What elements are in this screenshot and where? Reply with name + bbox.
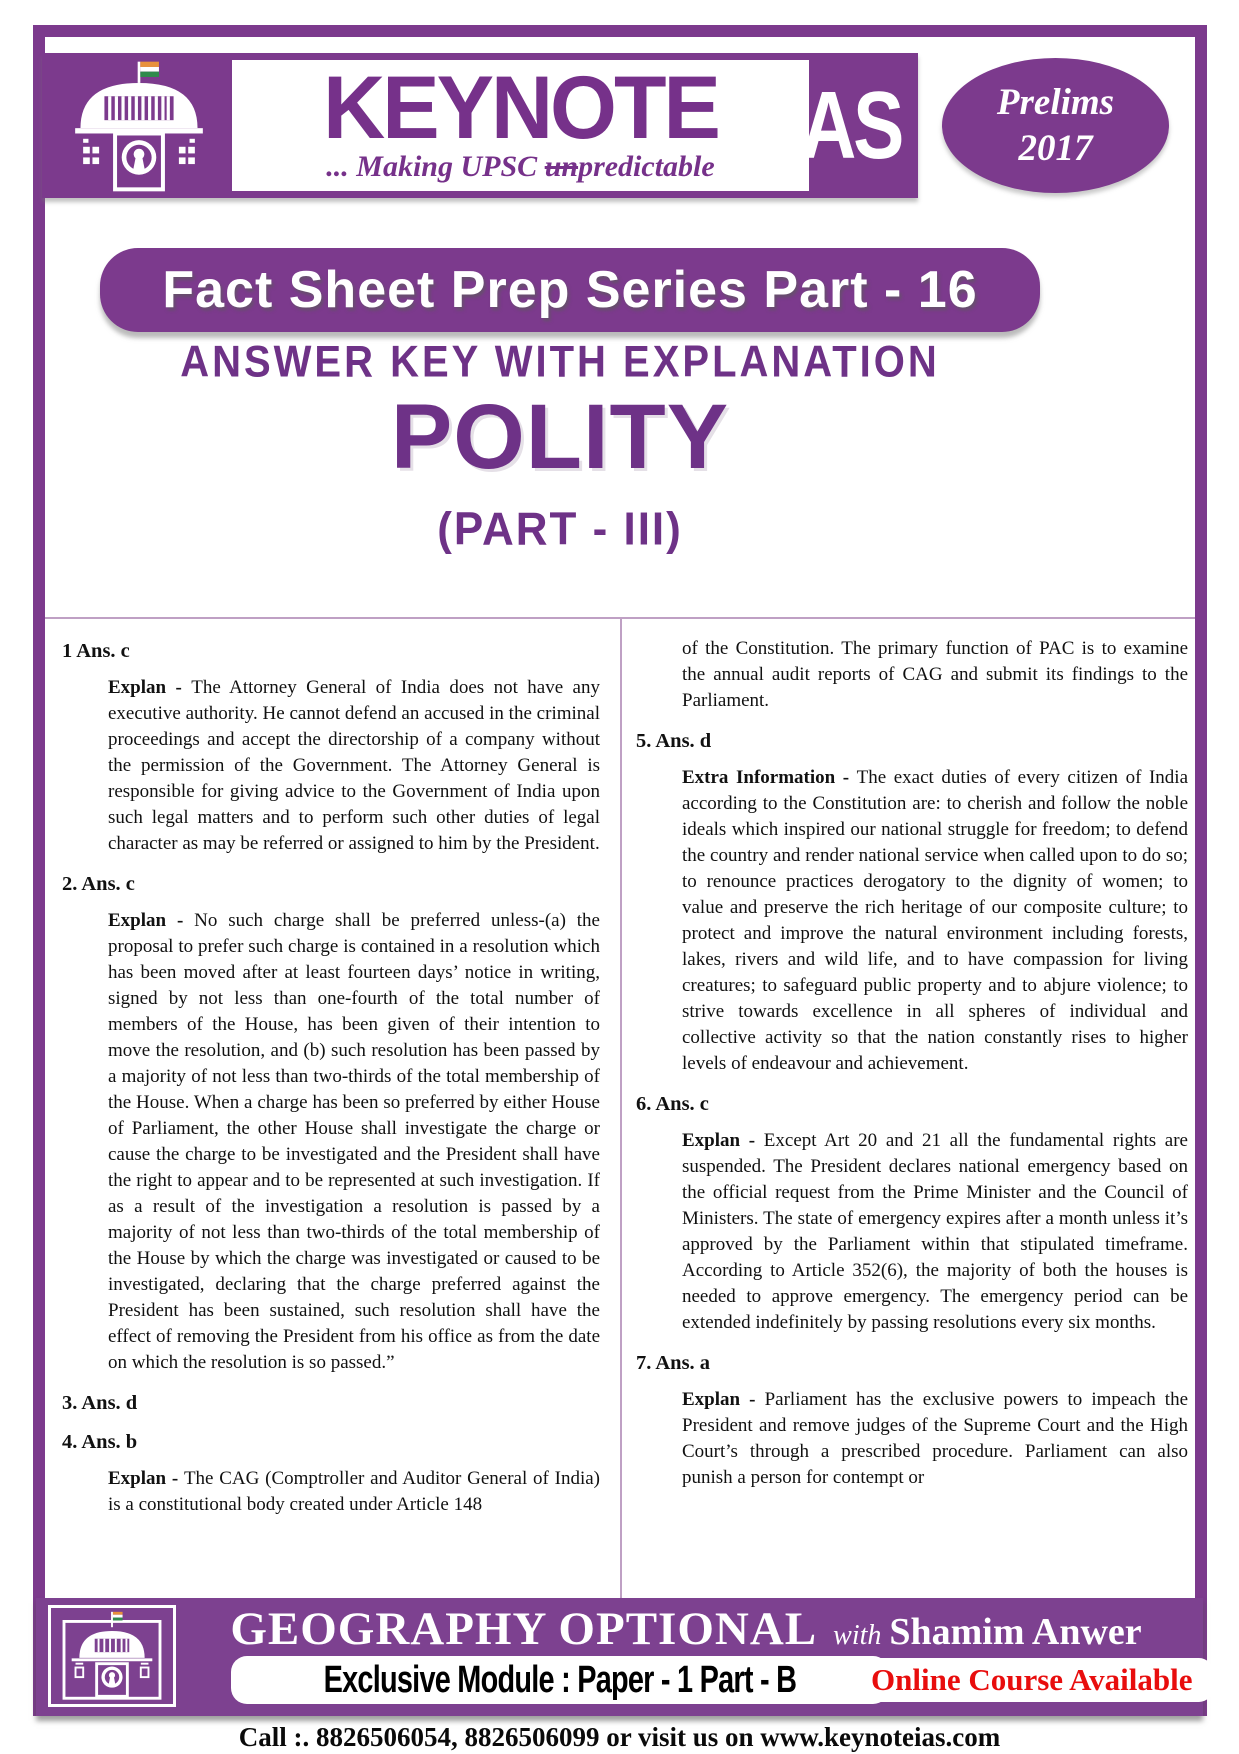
explanation-lead: Explan - xyxy=(682,1389,765,1410)
online-course-text: Online Course Available xyxy=(871,1662,1193,1697)
explanation-paragraph: Explan - The CAG (Comptroller and Auditor General of India) is a constitutional body created under Article 148 xyxy=(108,1468,600,1515)
explanation-lead: Explan - xyxy=(682,1130,764,1151)
parliament-building-icon xyxy=(50,59,228,192)
brand-band xyxy=(42,53,918,198)
explanation-paragraph: Explan - The Attorney General of India does not have any executive authority. He cannot defend an accused in the criminal proceedings and accept the directorship of a company without the permission of the Government. The Attorney General is responsible for giving advice to the Government of India upon such legal matters and to perform such other duties of legal character as may be referred or assigned to him by the President. xyxy=(108,677,600,854)
brand-wordmark-box xyxy=(232,57,809,191)
answer-label: 4. Ans. b xyxy=(62,1431,138,1453)
left-column xyxy=(62,636,600,1524)
footer-course-title-row xyxy=(186,1602,1186,1656)
part-title-row xyxy=(45,505,1075,555)
exclusive-module-pill xyxy=(231,1656,889,1704)
subtitle-row xyxy=(45,337,1075,387)
answer-label: 7. Ans. a xyxy=(636,1352,711,1374)
geography-optional-title: GEOGRAPHY OPTIONAL xyxy=(230,1603,818,1655)
exclusive-module-text: Exclusive Module : Paper - 1 Part - B xyxy=(323,1658,797,1701)
online-course-pill xyxy=(851,1658,1213,1702)
answer-label: 3. Ans. d xyxy=(62,1392,138,1414)
instructor-name: Shamim Anwer xyxy=(889,1611,1142,1653)
with-label: with xyxy=(833,1620,882,1651)
tagline-prefix: ... Making UPSC xyxy=(326,149,545,183)
explanation-lead: Extra Information - xyxy=(682,767,857,788)
answer-label: 2. Ans. c xyxy=(62,873,135,895)
tagline-struck-un: un xyxy=(544,149,579,183)
explanation-lead: Explan - xyxy=(108,1468,184,1489)
explanation-lead: Explan - xyxy=(108,677,192,698)
explanation-paragraph: of the Constitution. The primary function of PAC is to examine the annual audit reports of CAG and submit its findings to the Parliament. xyxy=(682,638,1188,711)
prelims-badge-line2: 2017 xyxy=(1018,127,1093,169)
footer-parliament-building-icon xyxy=(48,1605,176,1707)
answer-label: 1 Ans. c xyxy=(62,640,130,662)
footer-band xyxy=(36,1598,1203,1716)
series-banner-text: Fact Sheet Prep Series Part - 16 xyxy=(162,261,978,319)
answer-label: 6. Ans. c xyxy=(636,1093,709,1115)
right-column xyxy=(636,636,1188,1497)
brand-name: KEYNOTE xyxy=(323,57,718,158)
explanation-paragraph: Explan - Except Art 20 and 21 all the fundamental rights are suspended. The President declares national emergency based on the official request from the Prime Minister and the Council of Ministers. The state of emergency expires after a month unless it’s approved by the Parliament within that stipulated timeframe. According to Article 352(6), the majority of both the houses is needed to approve emergency. The emergency period can be extended indefinitely by passing resolutions every six months. xyxy=(682,1130,1188,1333)
tagline-rest: predictable xyxy=(578,149,715,183)
series-banner xyxy=(100,248,1040,332)
prelims-badge-line1: Prelims xyxy=(996,81,1115,123)
brand-ias: IAS xyxy=(782,71,902,179)
contact-line: Call :. 8826506054, 8826506099 or visit us on www.keynoteias.com xyxy=(238,1722,1001,1752)
answer-key-subtitle: ANSWER KEY WITH EXPLANATION xyxy=(180,337,940,387)
part-title: (PART - III) xyxy=(437,503,683,556)
answer-label: 5. Ans. d xyxy=(636,730,712,752)
explanation-lead: Explan - xyxy=(108,910,195,931)
prelims-badge xyxy=(942,58,1169,193)
column-divider xyxy=(620,619,622,1598)
explanation-paragraph: Explan - No such charge shall be preferred unless-(a) the proposal to prefer such charge is contained in a resolution which has been moved after at least fourteen days’ notice in writing, signed by not less than one-fourth of the total number of members of the House, has been given of their intention to move the resolution, and (b) such resolution has been passed by a majority of not less than two-thirds of the total membership of the House. When a charge has been so preferred by either House of Parliament, the other House shall investigate the charge or cause the charge to be investigated and the President shall have the right to appear and to be represented at such investigation. If as a result of the investigation a resolution is passed by a majority of not less than two-thirds of the total membership of the House by which the charge was investigated or caused to be investigated, declaring that the charge preferred against the President has been sustained, such resolution shall have the effect of removing the President from his office as from the date on which the resolution is so passed.” xyxy=(108,910,600,1373)
explanation-paragraph: Explan - Parliament has the exclusive powers to impeach the President and remove judges of the Supreme Court and the High Court’s through a prescribed procedure. Parliament can also punish a person for contempt or xyxy=(682,1389,1188,1488)
explanation-paragraph: Extra Information - The exact duties of every citizen of India according to the Constitution are: to cherish and follow the noble ideals which inspired our national struggle for freedom; to defend the country and render national service when called upon to do so; to renounce practices derogatory to the dignity of women; to value and preserve the rich heritage of our composite culture; to protect and improve the natural environment including forests, lakes, rivers and wild life, and to have compassion for living creatures; to safeguard public property and to abjure violence; to strive towards excellence in all spheres of individual and collective activity so that the nation constantly rises to higher levels of endeavour and achievement. xyxy=(682,767,1189,1074)
page-title: POLITY xyxy=(390,386,730,488)
main-title-row xyxy=(45,385,1075,490)
